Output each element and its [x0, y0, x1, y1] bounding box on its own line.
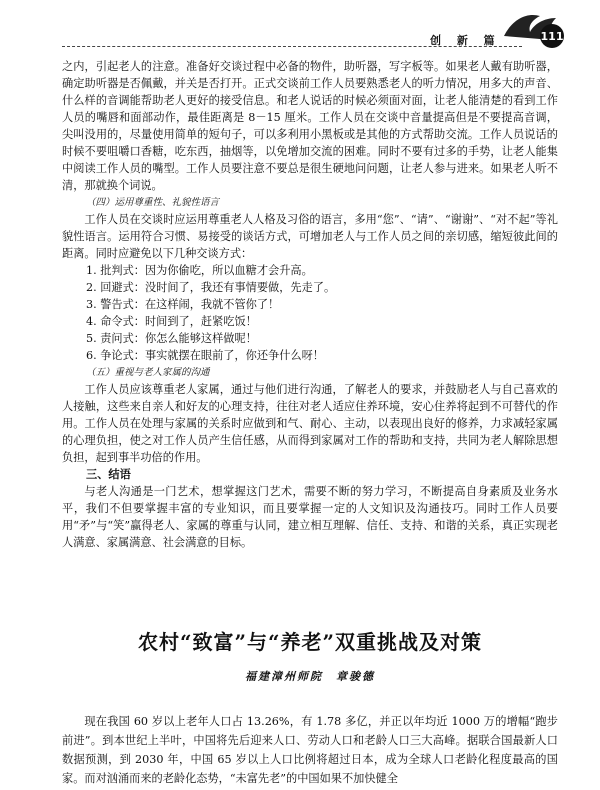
section-logo-icon [500, 6, 570, 50]
section-heading-conclusion: 三、结语 [86, 467, 131, 481]
page-number: 111 [540, 30, 564, 43]
page-content [62, 58, 558, 551]
subheading-family-communication: （五）重视与老人家属的沟通 [86, 367, 210, 378]
article-body [62, 712, 558, 788]
list-item: 1. 批判式：因为你偷吃，所以血糖才会升高。 [86, 264, 313, 277]
paragraph-conclusion: 与老人沟通是一门艺术，想掌握这门艺术，需要不断的努力学习，不断提高自身素质及业务水平，我们不但要掌握丰富的专业知识，而且要掌握一定的人文知识及沟通技巧。同时工作人员要用“矛”与“笑”赢得老人、家属的尊重与认同，建立相互理解、信任、支持、和谐的关系，真正实现老人满意、家属满意、社会满意的目标。 [62, 485, 558, 549]
list-item: 6. 争论式：事实就摆在眼前了，你还争什么呀！ [86, 349, 324, 362]
article-paragraph: 现在我国 60 岁以上老年人口占 13.26%，有 1.78 多亿，并正以年均近 1000 万的增幅“跑步前进”。到本世纪上半叶，中国将先后迎来人口、劳动人口和老龄人口三大高峰。据联合国最新人口数据预测，到 2030 年，中国 65 岁以上人口比例将超过日本，成为全球人口老龄化程度最高的国家。而对汹涌而来的老龄化态势，“未富先老”的中国如果不加快健全 [62, 715, 558, 785]
paragraph-polite-language: 工作人员在交谈时应运用尊重老人人格及习俗的语言，多用“您”、“请”、“谢谢”、“对不起”等礼貌性语言。运用符合习惯、易接受的谈话方式，可增加老人与工作人员之间的亲切感，缩短彼此间的距离。同时应避免以下几种交谈方式： [62, 213, 558, 260]
article-byline: 福建漳州师院 章骏德 [245, 670, 375, 683]
list-item: 3. 警告式：在这样闹，我就不管你了！ [86, 298, 280, 311]
paragraph-hearing: 之内，引起老人的注意。准备好交谈过程中必备的物件，助听器，写字板等。如果老人戴有助听器，确定助听器是否佩戴，并关是否打开。正式交谈前工作人员要熟悉老人的听力情况，用多大的声音、什么样的音调能帮助老人更好的接受信息。和老人说话的时候必须面对面，让老人能清楚的看到工作人员的嘴唇和面部动作，最佳距离是 8－15 厘米。工作人员在交谈中音量提高但是不要提高音调，尖叫没用的，尽量使用简单的短句子，可以多利用小黑板或是其他的方式帮助交流。工作人员说话的时候不要咀嚼口香糖，吃东西，抽烟等，以免增加交流的困难。同时不要有过多的手势，让老人能集中阅读工作人员的嘴型。工作人员要注意不要总是很生硬地问问题，让老人参与进来。如果老人听不清，那就换个词说。 [62, 60, 558, 192]
list-item: 5. 责问式：你怎么能够这样做呢！ [86, 332, 257, 345]
header-rule [62, 46, 522, 47]
subheading-polite-language: （四）运用尊重性、礼貌性语言 [86, 197, 220, 208]
list-item: 2. 回避式：没时间了，我还有事情要做，先走了。 [86, 281, 336, 294]
avoid-list [62, 262, 558, 364]
list-item: 4. 命令式：时间到了，赶紧吃饭！ [86, 315, 257, 328]
section-header: 创 新 篇 [430, 34, 501, 47]
paragraph-family-communication: 工作人员应该尊重老人家属，通过与他们进行沟通，了解老人的要求，并鼓励老人与自己喜欢的人接触，这些来自亲人和好友的心理支持，往往对老人适应住养环境，安心住养将起到不可替代的作用。工作人员在处理与家属的关系时应做到和气、耐心、主动，以表现出良好的修养，力求减轻家属的心理负担，使之对工作人员产生信任感，从而得到家属对工作的帮助和支持，共同为老人解除思想负担，起到事半功倍的作用。 [62, 383, 558, 464]
article-title: 农村“致富”与“养老”双重挑战及对策 [137, 630, 482, 654]
